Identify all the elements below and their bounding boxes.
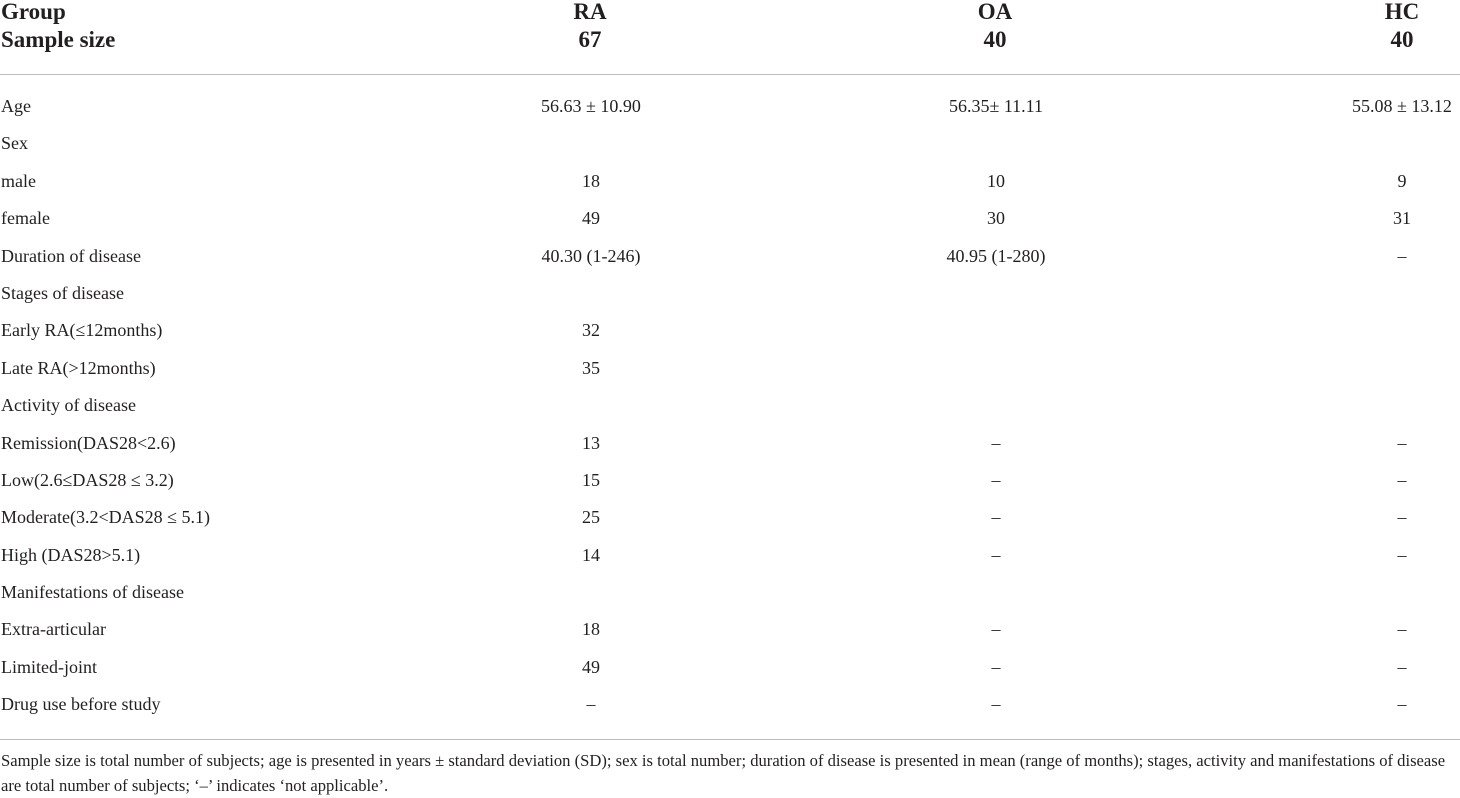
cell-hc: – [1397, 507, 1407, 528]
cell-ra: 49 [582, 208, 600, 229]
group-header-label: Group [1, 0, 66, 24]
table-row [0, 537, 1460, 574]
table-row [0, 425, 1460, 462]
sample-size-oa: 40 [983, 27, 1007, 52]
row-label: Duration of disease [1, 245, 141, 266]
cell-hc: – [1397, 469, 1407, 490]
cell-ra: 14 [582, 544, 600, 565]
cell-hc: – [1397, 544, 1407, 565]
cell-ra: 32 [582, 320, 600, 341]
table-row [0, 312, 1460, 349]
header-divider [0, 74, 1460, 75]
table-row [0, 200, 1460, 237]
header-sample-size-row [0, 25, 1460, 55]
cell-hc: 9 [1397, 170, 1407, 191]
cell-oa: 40.95 (1-280) [946, 245, 1046, 266]
table-row [0, 275, 1460, 312]
table-row [0, 574, 1460, 611]
row-label: High (DAS28>5.1) [1, 544, 141, 565]
row-label: Drug use before study [1, 694, 161, 715]
sample-size-ra: 67 [578, 27, 602, 52]
table-row [0, 125, 1460, 162]
cell-oa: – [991, 432, 1001, 453]
cell-hc: – [1397, 619, 1407, 640]
table-row [0, 238, 1460, 275]
cell-hc: – [1397, 694, 1407, 715]
cell-oa: – [991, 619, 1001, 640]
sample-size-header-label: Sample size [1, 27, 116, 52]
row-label: Moderate(3.2<DAS28 ≤ 5.1) [1, 507, 210, 528]
cell-ra: 25 [582, 507, 600, 528]
row-label: Limited-joint [1, 656, 97, 677]
row-label: Activity of disease [1, 395, 136, 416]
cell-hc: – [1397, 656, 1407, 677]
table-row [0, 611, 1460, 648]
row-label: Low(2.6≤DAS28 ≤ 3.2) [1, 469, 174, 490]
table-row [0, 499, 1460, 536]
cell-ra: 49 [582, 656, 600, 677]
row-label: Stages of disease [1, 282, 124, 303]
column-header-ra: RA [573, 0, 607, 24]
cell-oa: 30 [987, 208, 1005, 229]
cell-oa: – [991, 656, 1001, 677]
column-header-oa: OA [977, 0, 1013, 24]
table-footnote: Sample size is total number of subjects; age is presented in years ± standard deviation (SD); sex is total number; duration of disease is presented in mean (range of months); stages, activity and manifestations of disease are total number of subjects; ‘–’ indicates ‘not applicable’. [1, 751, 1446, 795]
cell-oa: 56.35± 11.11 [948, 96, 1044, 116]
cell-ra: 13 [582, 432, 600, 453]
cell-ra: 18 [582, 170, 600, 191]
table-row [0, 686, 1460, 723]
cell-hc: – [1397, 245, 1407, 266]
row-label: female [1, 208, 50, 229]
cell-hc: 31 [1393, 208, 1411, 229]
table-row [0, 350, 1460, 387]
cell-ra: 15 [582, 469, 600, 490]
footer-divider [0, 739, 1460, 740]
cell-oa: 10 [987, 170, 1005, 191]
table-row [0, 462, 1460, 499]
cell-oa: – [991, 694, 1001, 715]
row-label: Sex [1, 133, 28, 154]
cell-oa: – [991, 469, 1001, 490]
table-row [0, 649, 1460, 686]
cell-ra: 40.30 (1-246) [541, 245, 641, 266]
cell-oa: – [991, 544, 1001, 565]
row-label: Late RA(>12months) [1, 357, 156, 378]
row-label: Age [1, 96, 31, 116]
cell-ra: – [586, 694, 596, 715]
cell-ra: 35 [582, 357, 600, 378]
header-group-row [0, 0, 1460, 27]
column-header-hc: HC [1384, 0, 1420, 24]
row-label: male [1, 170, 36, 191]
table-row [0, 387, 1460, 424]
cell-hc: 55.08 ± 13.12 [1352, 96, 1452, 116]
table-row [0, 88, 1460, 125]
table-row [0, 163, 1460, 200]
cell-hc: – [1397, 432, 1407, 453]
row-label: Remission(DAS28<2.6) [1, 432, 176, 453]
sample-size-hc: 40 [1390, 27, 1414, 52]
row-label: Extra-articular [1, 619, 106, 640]
cell-ra: 56.63 ± 10.90 [541, 96, 641, 116]
row-label: Manifestations of disease [1, 582, 184, 603]
table-body [0, 88, 1460, 724]
cell-oa: – [991, 507, 1001, 528]
row-label: Early RA(≤12months) [1, 320, 163, 341]
cell-ra: 18 [582, 619, 600, 640]
